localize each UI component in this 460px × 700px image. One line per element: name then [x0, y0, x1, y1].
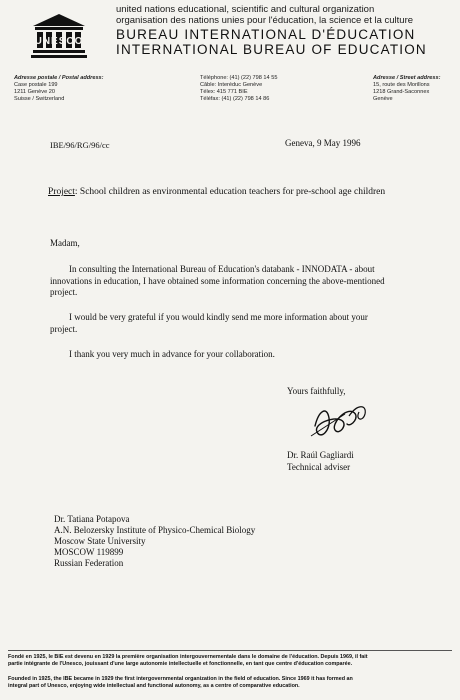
- reference-number: IBE/96/RG/96/cc: [50, 140, 110, 150]
- signer-name: Dr. Raúl Gagliardi: [287, 450, 354, 460]
- recipient-city: MOSCOW 119899: [54, 547, 124, 557]
- signer-title: Technical adviser: [287, 461, 351, 472]
- footer-line: Founded in 1925, the IBE became in 1929 the first intergovernmental organization in the field of education. Since 1969 it has formed an: [8, 676, 353, 682]
- recipient-university: Moscow State University: [54, 536, 146, 546]
- street-address-line: Genève: [373, 96, 393, 102]
- bureau-name-en: INTERNATIONAL BUREAU OF EDUCATION: [116, 42, 427, 57]
- bureau-names: [116, 27, 427, 57]
- org-name-en: united nations educational, scientific and cultural organization: [116, 4, 375, 15]
- footer-line: partie intégrante de l'Unesco, jouissant d'une large autonomie intellectuelle et fonctionnelle, en tant que centre d'éducation comparée.: [8, 660, 353, 667]
- paragraph-1: [50, 264, 385, 299]
- postal-address-line: Suisse / Switzerland: [14, 96, 65, 102]
- recipient-name: Dr. Tatiana Potapova: [54, 514, 130, 524]
- project-line: [48, 187, 385, 197]
- salutation: Madam,: [50, 238, 80, 248]
- paragraph-line: project.: [50, 287, 78, 297]
- svg-text:UNESCO: UNESCO: [34, 36, 84, 47]
- organization-names: [116, 4, 413, 26]
- footer-divider: [8, 650, 452, 651]
- org-name-fr: organisation des nations unies pour l'éducation, la science et la culture: [116, 15, 414, 26]
- footer-french: [8, 654, 452, 667]
- paragraph-line: project.: [50, 323, 78, 334]
- project-label: Project: [48, 187, 75, 197]
- recipient-address: [54, 514, 255, 569]
- telefax-line: Téléfax: (41) (22) 798 14 86: [200, 96, 270, 102]
- postal-address-line: 1211 Genève 20: [14, 89, 55, 95]
- paragraph-line: In consulting the International Bureau of Education's databank - INNODATA - about: [69, 264, 375, 274]
- postal-address-heading: Adresse postale / Postal address:: [14, 75, 104, 81]
- signer-block: [287, 450, 354, 473]
- footer-english: [8, 676, 452, 689]
- paragraph-line: I would be very grateful if you would kindly send me more information about your: [69, 312, 368, 322]
- paragraph-3: I thank you very much in advance for your collaboration.: [69, 349, 275, 359]
- handwritten-signature: [305, 396, 377, 446]
- telephone-line: Téléphone: (41) (22) 798 14 55: [200, 75, 278, 81]
- street-address-line: 15, route des Morillons: [373, 82, 430, 88]
- paragraph-2: [50, 312, 368, 335]
- unesco-logo: [30, 12, 88, 60]
- paragraph-line: innovations in education, I have obtained some information concerning the above-mentioned: [50, 275, 385, 286]
- footer-line: Fondé en 1925, le BIE est devenu en 1929 la première organisation intergouvernementale dans le domaine de l'éducation. Depuis 1969, il fait: [8, 654, 368, 660]
- cable-line: Câble: Interéduc Genève: [200, 82, 263, 88]
- street-address-line: 1218 Grand-Saconnex: [373, 89, 430, 95]
- closing: Yours faithfully,: [287, 386, 346, 396]
- street-address: [373, 75, 440, 103]
- recipient-institute: A.N. Belozersky Institute of Physico-Chemical Biology: [54, 525, 256, 535]
- recipient-country: Russian Federation: [54, 558, 124, 568]
- letter-date: Geneva, 9 May 1996: [285, 138, 361, 148]
- contact-numbers: [200, 75, 277, 103]
- street-address-heading: Adresse / Street address:: [373, 75, 441, 81]
- bureau-name-fr: BUREAU INTERNATIONAL D'ÉDUCATION: [116, 27, 416, 42]
- footer-line: integral part of Unesco, enjoying wide intellectual and functional autonomy, as a centre of comparative education.: [8, 682, 300, 689]
- telex-line: Télex: 415 771 BIE: [200, 89, 248, 95]
- postal-address-line: Case postale 199: [14, 82, 58, 88]
- project-text: : School children as environmental education teachers for pre-school age children: [74, 187, 386, 197]
- postal-address: [14, 75, 104, 103]
